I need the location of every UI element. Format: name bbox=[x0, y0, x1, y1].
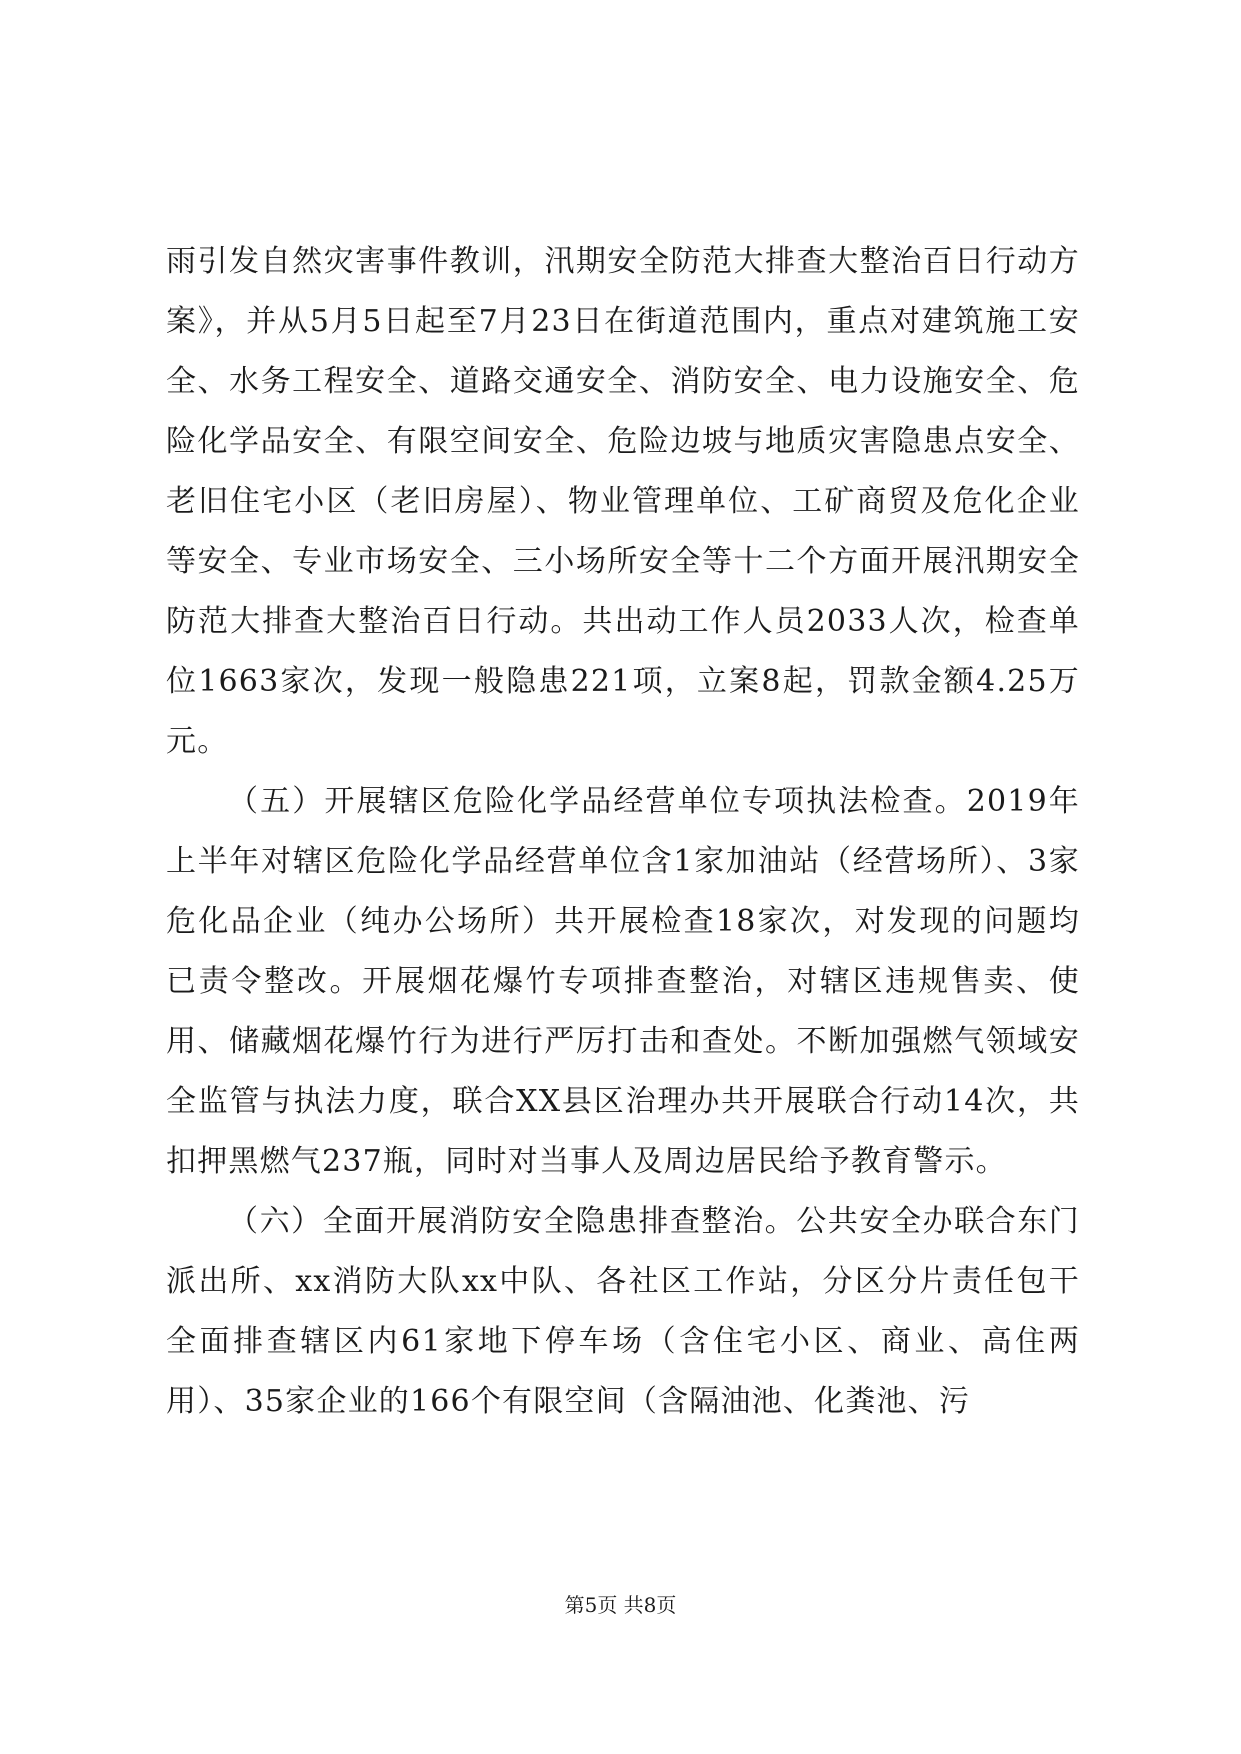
page-footer: 第5页 共8页 bbox=[564, 1593, 677, 1617]
paragraph-continued: 雨引发自然灾害事件教训，汛期安全防范大排查大整治百日行动方案》，并从5月5日起至7月23日在街道范围内，重点对建筑施工安全、水务工程安全、道路交通安全、消防安全、电力设施安全、危险化学品安全、有限空间安全、危险边坡与地质灾害隐患点安全、老旧住宅小区（老旧房屋）、物业管理单位、工矿商贸及危化企业等安全、专业市场安全、三小场所安全等十二个方面开展汛期安全防范大排查大整治百日行动。共出动工作人员2033人次，检查单位1663家次，发现一般隐患221项，立案8起，罚款金额4.25万元。 bbox=[166, 244, 1080, 759]
paragraph-section-five: （五）开展辖区危险化学品经营单位专项执法检查。2019年上半年对辖区危险化学品经营单位含1家加油站（经营场所）、3家危化品企业（纯办公场所）共开展检查18家次，对发现的问题均已责令整改。开展烟花爆竹专项排查整治，对辖区违规售卖、使用、储藏烟花爆竹行为进行严厉打击和查处。不断加强燃气领域安全监管与执法力度，联合XX县区治理办共开展联合行动14次，共扣押黑燃气237瓶，同时对当事人及周边居民给予教育警示。 bbox=[166, 784, 1080, 1179]
paragraph-section-six: （六）全面开展消防安全隐患排查整治。公共安全办联合东门派出所、xx消防大队xx中队、各社区工作站，分区分片责任包干全面排查辖区内61家地下停车场（含住宅小区、商业、高住两用）、35家企业的166个有限空间（含隔油池、化粪池、污 bbox=[166, 1204, 1080, 1419]
document-body bbox=[166, 232, 1080, 1432]
